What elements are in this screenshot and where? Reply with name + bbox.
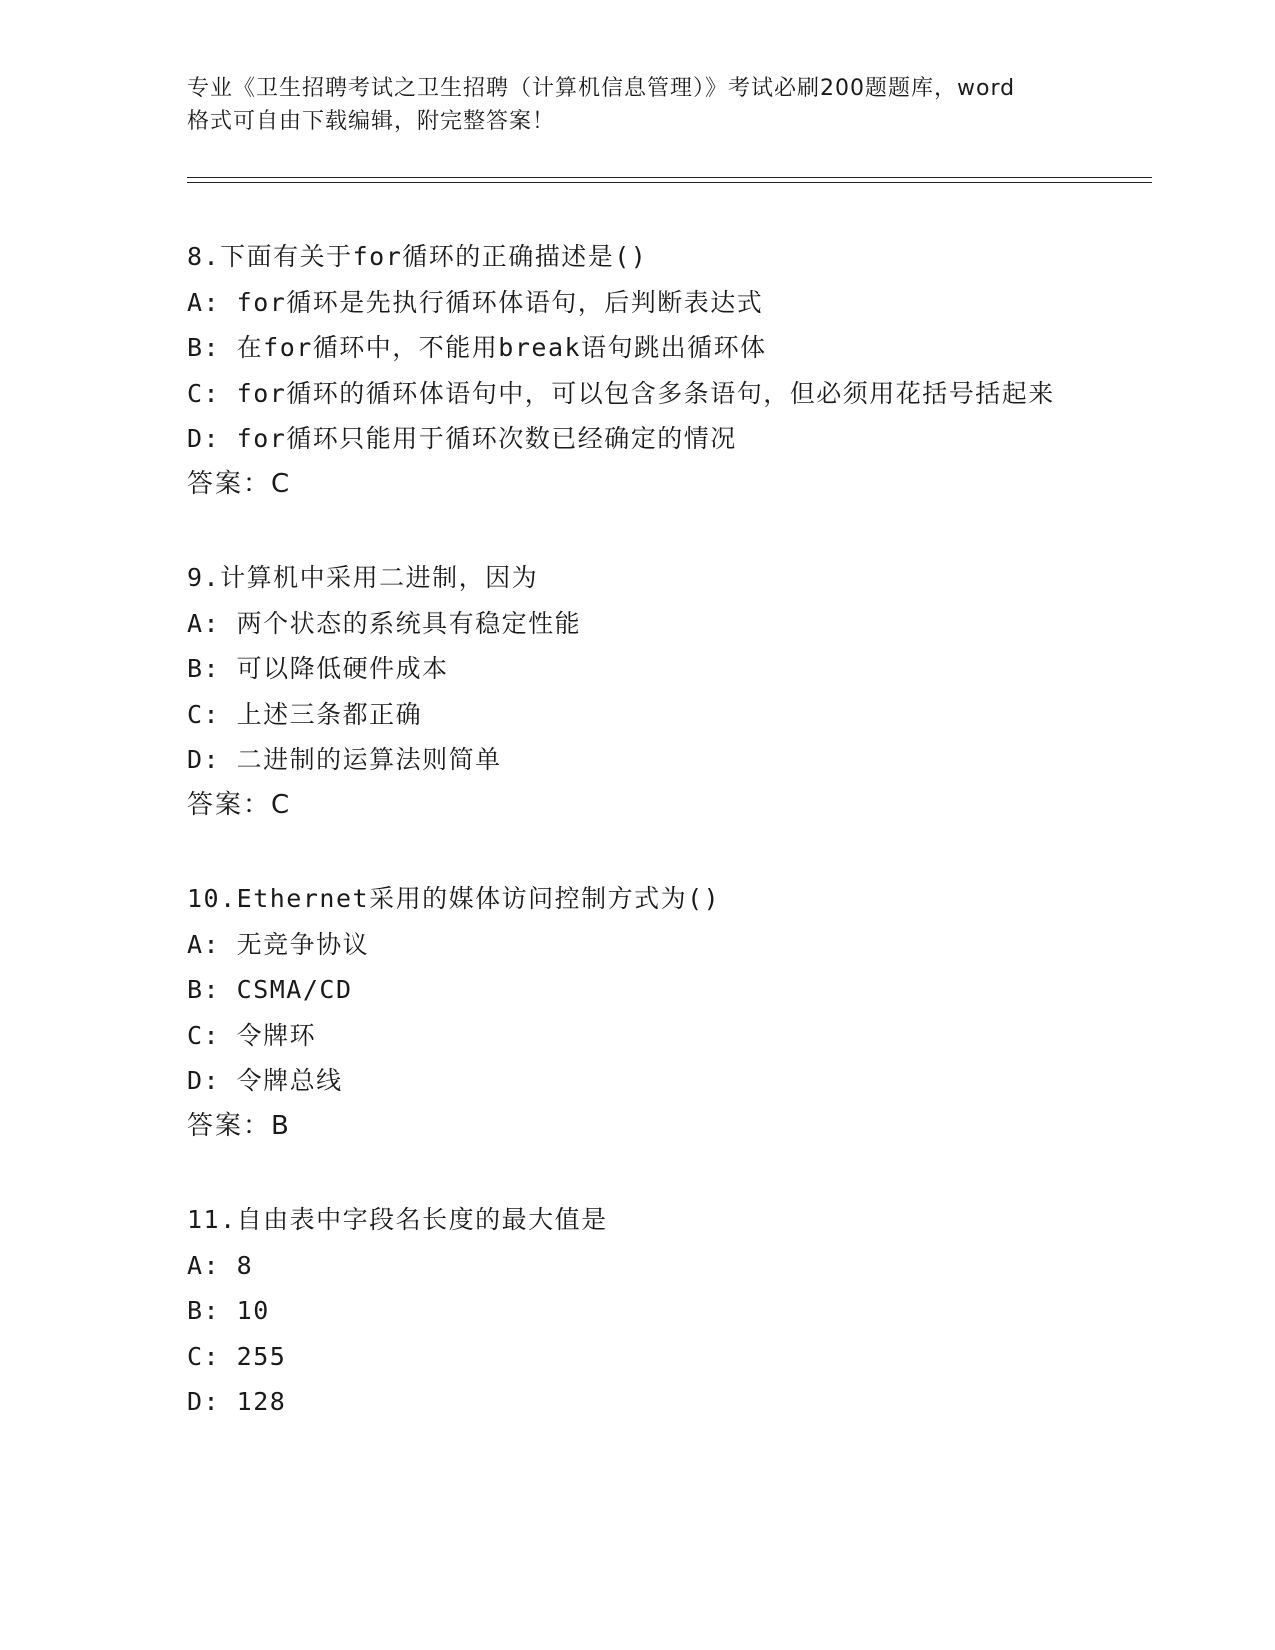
option-b: B: CSMA/CD [187,975,353,1004]
question-text: 9.计算机中采用二进制，因为 [187,563,539,592]
option-a: A: for循环是先执行循环体语句，后判断表达式 [187,287,764,317]
question-text: 11.自由表中字段名长度的最大值是 [187,1205,608,1234]
option-d: D: 二进制的运算法则简单 [187,745,502,774]
question-11 [187,1197,1087,1425]
option-c: C: 上述三条都正确 [187,699,423,729]
answer: 答案：B [187,1110,291,1141]
header-divider-bottom [187,182,1152,183]
option-b: B: 在for循环中，不能用break语句跳出循环体 [187,333,767,362]
option-a: A: 8 [187,1250,254,1280]
option-a: A: 两个状态的系统具有稳定性能 [187,608,582,638]
header-line-2: 格式可自由下载编辑，附完整答案！ [187,109,556,134]
question-9 [187,555,1087,828]
option-b: B: 可以降低硬件成本 [187,654,449,683]
option-d: D: for循环只能用于循环次数已经确定的情况 [187,424,737,453]
header-line-1: 专业《卫生招聘考试之卫生招聘（计算机信息管理）》考试必刷200题题库，word [187,76,1016,101]
option-d: D: 令牌总线 [187,1066,343,1095]
option-d: D: 128 [187,1387,287,1416]
document-header [187,72,1087,138]
option-b: B: 10 [187,1296,270,1325]
option-c: C: for循环的循环体语句中，可以包含多条语句，但必须用花括号括起来 [187,378,1055,408]
header-divider-top [187,177,1152,178]
question-8 [187,234,1087,507]
option-a: A: 无竞争协议 [187,929,370,959]
option-c: C: 令牌环 [187,1020,317,1050]
question-10 [187,876,1087,1149]
answer: 答案：C [187,789,292,820]
question-text: 8.下面有关于for循环的正确描述是() [187,242,648,271]
question-text: 10.Ethernet采用的媒体访问控制方式为() [187,884,721,913]
question-list [187,234,1087,1473]
option-c: C: 255 [187,1341,287,1371]
answer: 答案：C [187,468,292,499]
